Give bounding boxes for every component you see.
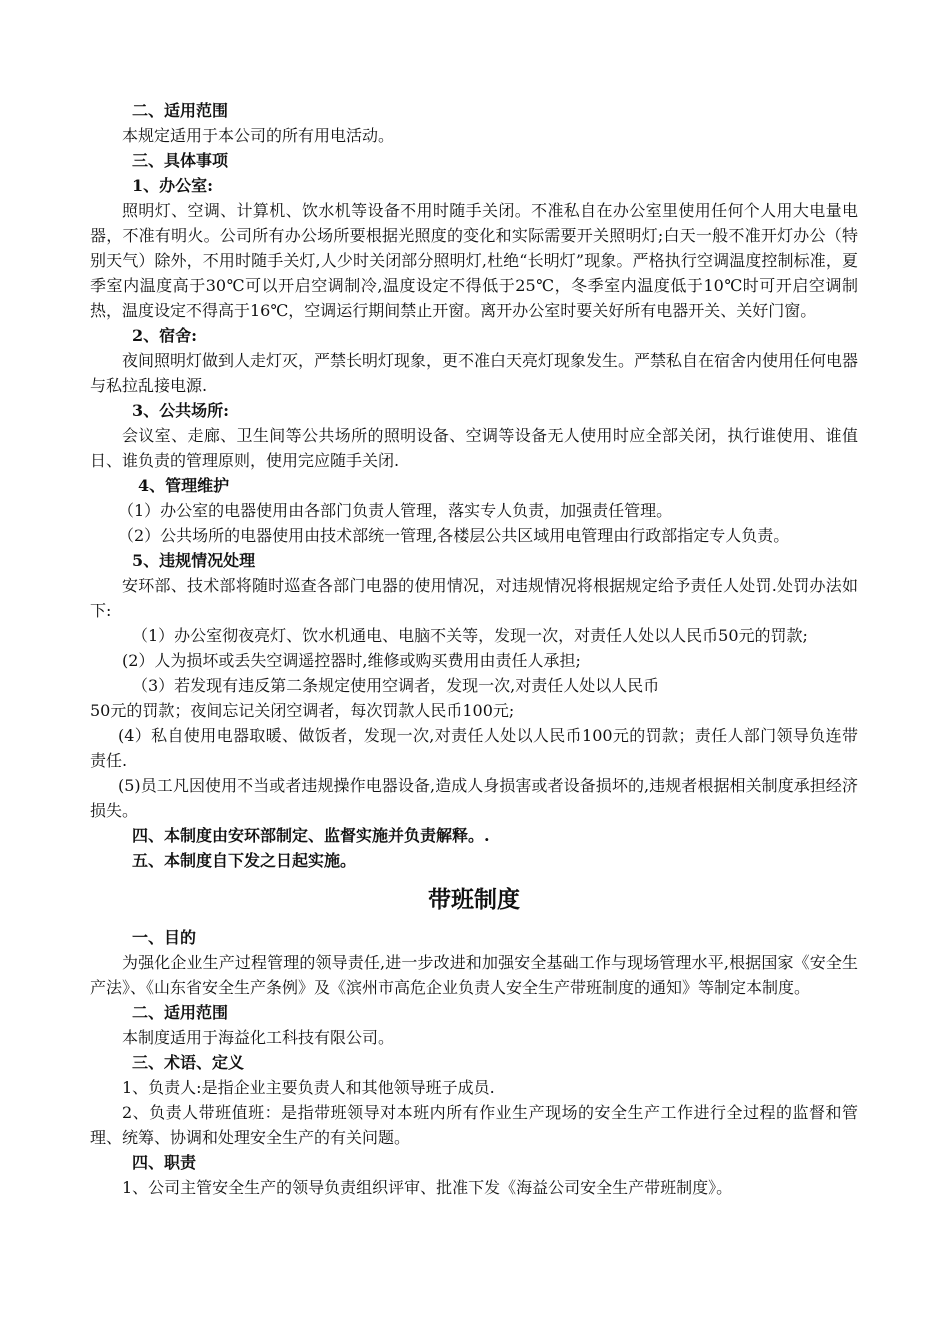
para-violation-3b: 50元的罚款；夜间忘记关闭空调者，每次罚款人民币100元; xyxy=(90,701,515,720)
heading-maintenance: 4、管理维护 xyxy=(138,476,230,495)
para-duty-1: 1、公司主管安全生产的领导负责组织评审、批准下发《海益公司安全生产带班制度》。 xyxy=(122,1178,733,1197)
para-term-2: 2、负责人带班值班：是指带班领导对本班内所有作业生产现场的安全生产工作进行全过程的监督和管理、统筹、协调和处理安全生产的有关问题。 xyxy=(90,1103,858,1147)
document-body xyxy=(90,98,858,1200)
heading-public: 3、公共场所: xyxy=(132,401,230,420)
heading-office: 1、办公室: xyxy=(132,176,214,195)
heading-scope-2: 二、适用范围 xyxy=(132,1003,229,1022)
section-title: 带班制度 xyxy=(428,887,520,913)
para-scope: 本规定适用于本公司的所有用电活动。 xyxy=(122,126,395,145)
para-dorm: 夜间照明灯做到人走灯灭，严禁长明灯现象，更不准白天亮灯现象发生。严禁私自在宿舍内使用任何电器与私拉乱接电源. xyxy=(90,351,859,395)
para-scope-2: 本制度适用于海益化工科技有限公司。 xyxy=(122,1028,395,1047)
heading-violations: 5、违规情况处理 xyxy=(132,551,256,570)
heading-purpose: 一、目的 xyxy=(132,928,197,947)
heading-dorm: 2、宿舍: xyxy=(132,326,198,345)
heading-duty: 四、职责 xyxy=(132,1153,197,1172)
para-maintenance-1: （1）办公室的电器使用由各部门负责人管理，落实专人负责，加强责任管理。 xyxy=(118,501,673,520)
para-violations: 安环部、技术部将随时巡查各部门电器的使用情况，对违规情况将根据规定给予责任人处罚.处罚办法如下: xyxy=(90,576,858,620)
heading-four: 四、本制度由安环部制定、监督实施并负责解释。. xyxy=(132,826,490,845)
para-term-1: 1、负责人:是指企业主要负责人和其他领导班子成员. xyxy=(122,1078,495,1097)
para-violation-2: (2）人为损坏或丢失空调遥控器时,维修或购买费用由责任人承担; xyxy=(122,651,581,670)
para-violation-4: (4）私自使用电器取暖、做饭者，发现一次,对责任人处以人民币100元的罚款；责任人部门领导负连带责任. xyxy=(90,726,858,770)
heading-terms: 三、术语、定义 xyxy=(132,1053,245,1072)
para-office: 照明灯、空调、计算机、饮水机等设备不用时随手关闭。不准私自在办公室里使用任何个人用大电量电器，不准有明火。公司所有办公场所要根据光照度的变化和实际需要开关照明灯;白天一般不准开灯办公（特别天气）除外，不用时随手关灯,人少时关闭部分照明灯,杜绝“长明灯”现象。严格执行空调温度控制标准，夏季室内温度高于30℃可以开启空调制冷,温度设定不得低于25℃，冬季室内温度低于10℃时可开启空调制热，温度设定不得高于16℃，空调运行期间禁止开窗。离开办公室时要关好所有电器开关、关好门窗。 xyxy=(90,201,858,320)
para-public: 会议室、走廊、卫生间等公共场所的照明设备、空调等设备无人使用时应全部关闭，执行谁使用、谁值日、谁负责的管理原则，使用完应随手关闭. xyxy=(90,426,858,470)
para-violation-5: (5)员工凡因使用不当或者违规操作电器设备,造成人身损害或者设备损坏的,违规者根据相关制度承担经济损失。 xyxy=(90,776,858,820)
para-violation-1: （1）办公室彻夜亮灯、饮水机通电、电脑不关等，发现一次，对责任人处以人民币50元的罚款; xyxy=(132,626,808,645)
para-purpose: 为强化企业生产过程管理的领导责任,进一步改进和加强安全基础工作与现场管理水平,根据国家《安全生产法》、《山东省安全生产条例》及《滨州市高危企业负责人安全生产带班制度的通知》等制定本制度。 xyxy=(90,953,858,997)
heading-items: 三、具体事项 xyxy=(132,151,229,170)
para-maintenance-2: （2）公共场所的电器使用由技术部统一管理,各楼层公共区域用电管理由行政部指定专人负责。 xyxy=(118,526,790,545)
heading-five: 五、本制度自下发之日起实施。 xyxy=(132,851,357,870)
para-violation-3a: （3）若发现有违反第二条规定使用空调者，发现一次,对责任人处以人民币 xyxy=(132,676,660,695)
heading-scope: 二、适用范围 xyxy=(132,101,229,120)
